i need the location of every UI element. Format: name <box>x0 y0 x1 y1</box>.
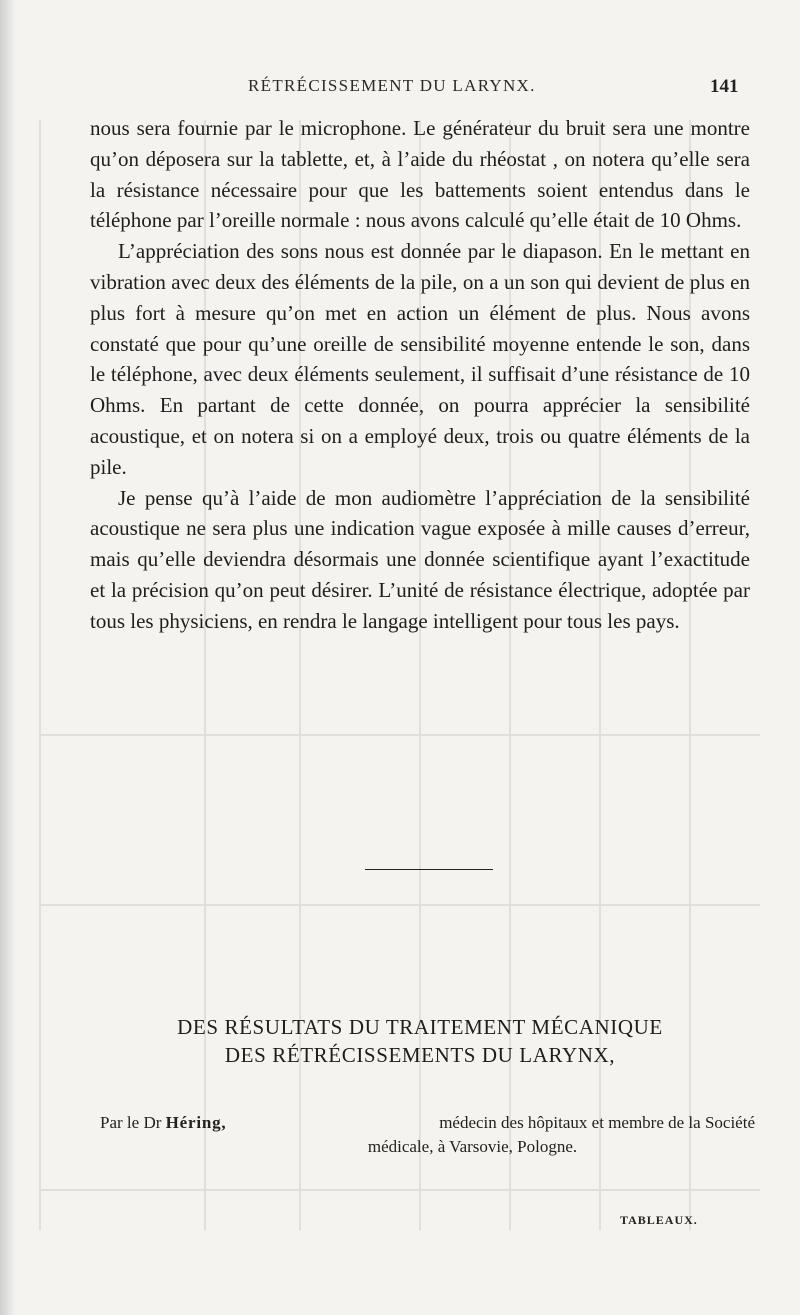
catchword: TABLEAUX. <box>620 1213 698 1227</box>
body-text <box>90 113 750 637</box>
paragraph: Je pense qu’à l’aide de mon audiomètre l’appréciation de la sensibilité acoustique ne sera plus une indication vague exposée à mille causes d’erreur, mais qu’elle deviendra désormais une donnée scientifique ayant l’exactitude et la précision qu’on peut désirer. L’unité de résistance électrique, adoptée par tous les physiciens, en rendra le langage intelligent pour tous les pays. <box>90 485 750 633</box>
paragraph: nous sera fournie par le microphone. Le générateur du bruit sera une montre qu’on déposera sur la tablette, et, à l’aide du rhéostat , on notera qu’elle sera la résistance nécessaire pour que les battements soient entendus dans le téléphone par l’oreille normale : nous avons calculé qu’elle était de 10 Ohms. <box>90 116 750 233</box>
paragraph: L’appréciation des sons nous est donnée par le diapason. En le mettant en vibration avec deux des éléments de la pile, on a un son qui devient de plus en plus fort à mesure qu’on met en action un élément de plus. Nous avons constaté que pour qu’une oreille de sensibilité moyenne entende le son, dans le téléphone, avec deux éléments seulement, il suffisait d’une résistance de 10 Ohms. En partant de cette donnée, on pourra apprécier la sensibilité acoustique, et on notera si on a employé deux, trois ou quatre éléments de la pile. <box>90 239 750 479</box>
byline-line <box>100 1111 755 1135</box>
article-title-line: DES RÉSULTATS DU TRAITEMENT MÉCANIQUE <box>177 1015 663 1039</box>
article-title-line: DES RÉTRÉCISSEMENTS DU LARYNX, <box>224 1043 616 1067</box>
running-title: RÉTRÉCISSEMENT DU LARYNX. <box>248 76 536 95</box>
byline-prefix: Par le Dr Héring, <box>100 1113 227 1132</box>
byline <box>100 1111 755 1159</box>
page-number: 141 <box>710 76 739 97</box>
author-name: Héring, <box>165 1113 227 1132</box>
author-affiliation: médecin des hôpitaux et membre de la Société <box>439 1113 755 1132</box>
running-head <box>0 76 800 102</box>
byline-line: médicale, à Varsovie, Pologne. <box>367 1137 578 1156</box>
article-title <box>90 1013 750 1069</box>
section-divider <box>365 869 493 870</box>
